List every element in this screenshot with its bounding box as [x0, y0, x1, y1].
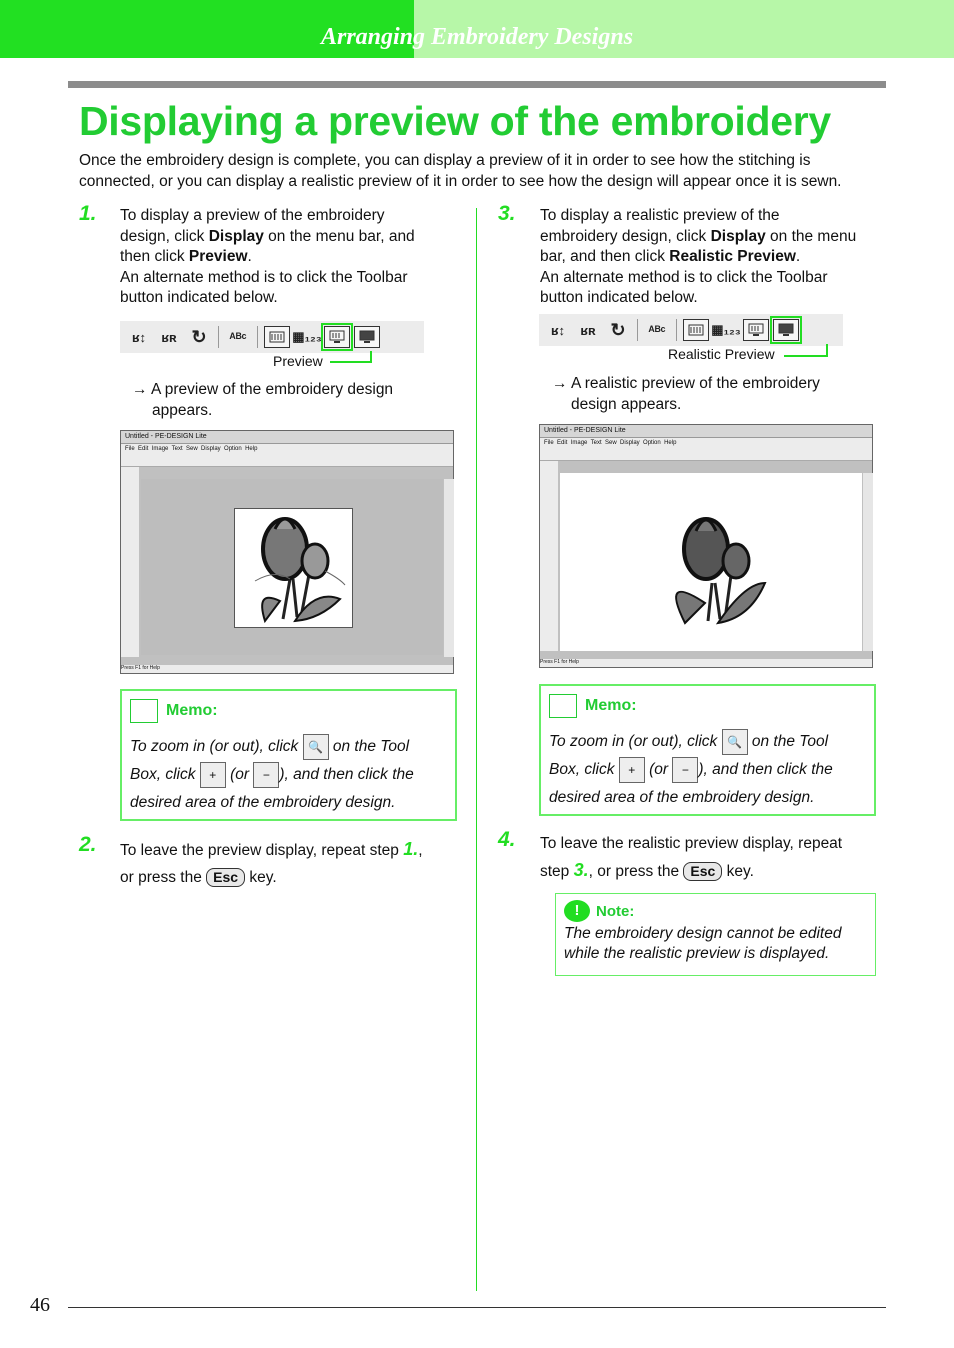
realistic-preview-callout: Realistic Preview	[668, 346, 775, 362]
column-separator	[476, 208, 477, 1291]
zoom-in-icon: +	[200, 762, 226, 788]
callout-line	[784, 355, 828, 357]
step-3-result: → A realistic preview of the embroidery design appears.	[552, 375, 820, 413]
step-number: 2.	[79, 833, 97, 856]
note-box	[555, 893, 876, 976]
step-1-text: To display a preview of the embroidery design, click Display on the menu bar, and then click Preview. An alternate method is to click the Toolbar button indicated below.	[120, 207, 415, 306]
realistic-preview-icon[interactable]	[773, 319, 799, 341]
esc-key-icon: Esc	[683, 862, 722, 881]
step-number: 4.	[498, 828, 516, 851]
preview-icon[interactable]	[324, 326, 350, 348]
preview-callout: Preview	[273, 353, 323, 369]
design-page	[234, 508, 353, 628]
scrollbar	[863, 473, 873, 651]
step-1-result: → A preview of the embroidery design appears.	[132, 381, 394, 419]
text-arc-icon: ᴬᴮᶜ	[229, 329, 247, 345]
note-title: Note:	[596, 902, 635, 920]
memo-body: To zoom in (or out), click 🔍 on the Tool Box, click + (or − ), and then click the desired area of the embroidery design.	[549, 728, 866, 812]
window-menu: File Edit Image Text Sew Display Option Help	[540, 438, 872, 448]
title-rule	[68, 81, 886, 88]
window-toolbar	[121, 454, 453, 467]
zoom-out-icon: −	[672, 757, 698, 783]
window-toolbar	[540, 448, 872, 461]
esc-key-icon: Esc	[206, 868, 245, 887]
memo-box	[120, 689, 457, 821]
scrollbar	[444, 479, 454, 657]
exclamation-icon: !	[564, 900, 590, 922]
mirror-vertical-icon: ʁ↕	[550, 322, 566, 338]
book-icon	[549, 694, 577, 718]
window-toolbox	[540, 461, 558, 651]
memo-title: Memo:	[585, 697, 637, 714]
sew-order-icon: ▦₁₂₃	[711, 322, 741, 337]
page-title: Displaying a preview of the embroidery	[79, 98, 831, 144]
step-2-text: To leave the preview display, repeat step 1., or press the Esc key.	[120, 839, 423, 886]
memo-body: To zoom in (or out), click 🔍 on the Tool Box, click + (or − ), and then click the desired area of the embroidery design.	[130, 733, 447, 817]
rotate-icon: ↻	[610, 319, 626, 340]
book-icon	[130, 699, 158, 723]
tulip-design-icon	[235, 509, 352, 627]
zoom-out-icon: −	[253, 762, 279, 788]
preview-window-screenshot	[120, 430, 454, 674]
memo-title: Memo:	[166, 702, 218, 719]
callout-line	[370, 351, 372, 363]
step-4-text: To leave the realistic preview display, repeat step 3., or press the Esc key.	[540, 835, 843, 880]
footer-rule	[68, 1307, 886, 1308]
callout-line	[330, 361, 372, 363]
window-title: Untitled - PE-DESIGN Lite	[121, 431, 453, 444]
text-arc-icon: ᴬᴮᶜ	[648, 322, 666, 338]
window-status: Press F1 for Help	[540, 659, 872, 667]
realistic-preview-window-screenshot	[539, 424, 873, 668]
tulip-realistic-icon	[560, 473, 862, 651]
step-number: 1.	[79, 202, 97, 225]
mirror-horizontal-icon: ʁʀ	[161, 329, 177, 345]
memo-box	[539, 684, 876, 816]
section-title: Arranging Embroidery Designs	[320, 24, 634, 50]
realistic-preview-icon[interactable]	[354, 326, 380, 348]
callout-line	[826, 344, 828, 357]
window-toolbox	[121, 467, 139, 657]
window-title: Untitled - PE-DESIGN Lite	[540, 425, 872, 438]
note-body: The embroidery design cannot be edited while the realistic preview is displayed.	[564, 925, 842, 962]
intro-paragraph: Once the embroidery design is complete, you can display a preview of it in order to see how the stitching is connected, or you can display a realistic preview of it in order to see how the design will appear once it is sewn.	[79, 152, 842, 190]
rotate-icon: ↻	[191, 326, 207, 347]
step-3-text: To display a realistic preview of the embroidery design, click Display on the menu bar, and then click Realistic Preview. An alternate method is to click the Toolbar button indicated below.	[540, 207, 857, 306]
hoop-icon	[264, 326, 290, 348]
toolbar-image	[120, 321, 424, 353]
zoom-tool-icon: 🔍	[303, 734, 329, 760]
window-menu: File Edit Image Text Sew Display Option Help	[121, 444, 453, 454]
zoom-in-icon: +	[619, 757, 645, 783]
page-number: 46	[30, 1294, 50, 1316]
window-canvas	[560, 473, 862, 651]
sew-order-icon: ▦₁₂₃	[292, 329, 322, 344]
window-status: Press F1 for Help	[121, 665, 453, 673]
toolbar-image	[539, 314, 843, 346]
hoop-icon	[683, 319, 709, 341]
mirror-vertical-icon: ʁ↕	[131, 329, 147, 345]
preview-icon[interactable]	[743, 319, 769, 341]
zoom-tool-icon: 🔍	[722, 729, 748, 755]
mirror-horizontal-icon: ʁʀ	[580, 322, 596, 338]
step-number: 3.	[498, 202, 516, 225]
